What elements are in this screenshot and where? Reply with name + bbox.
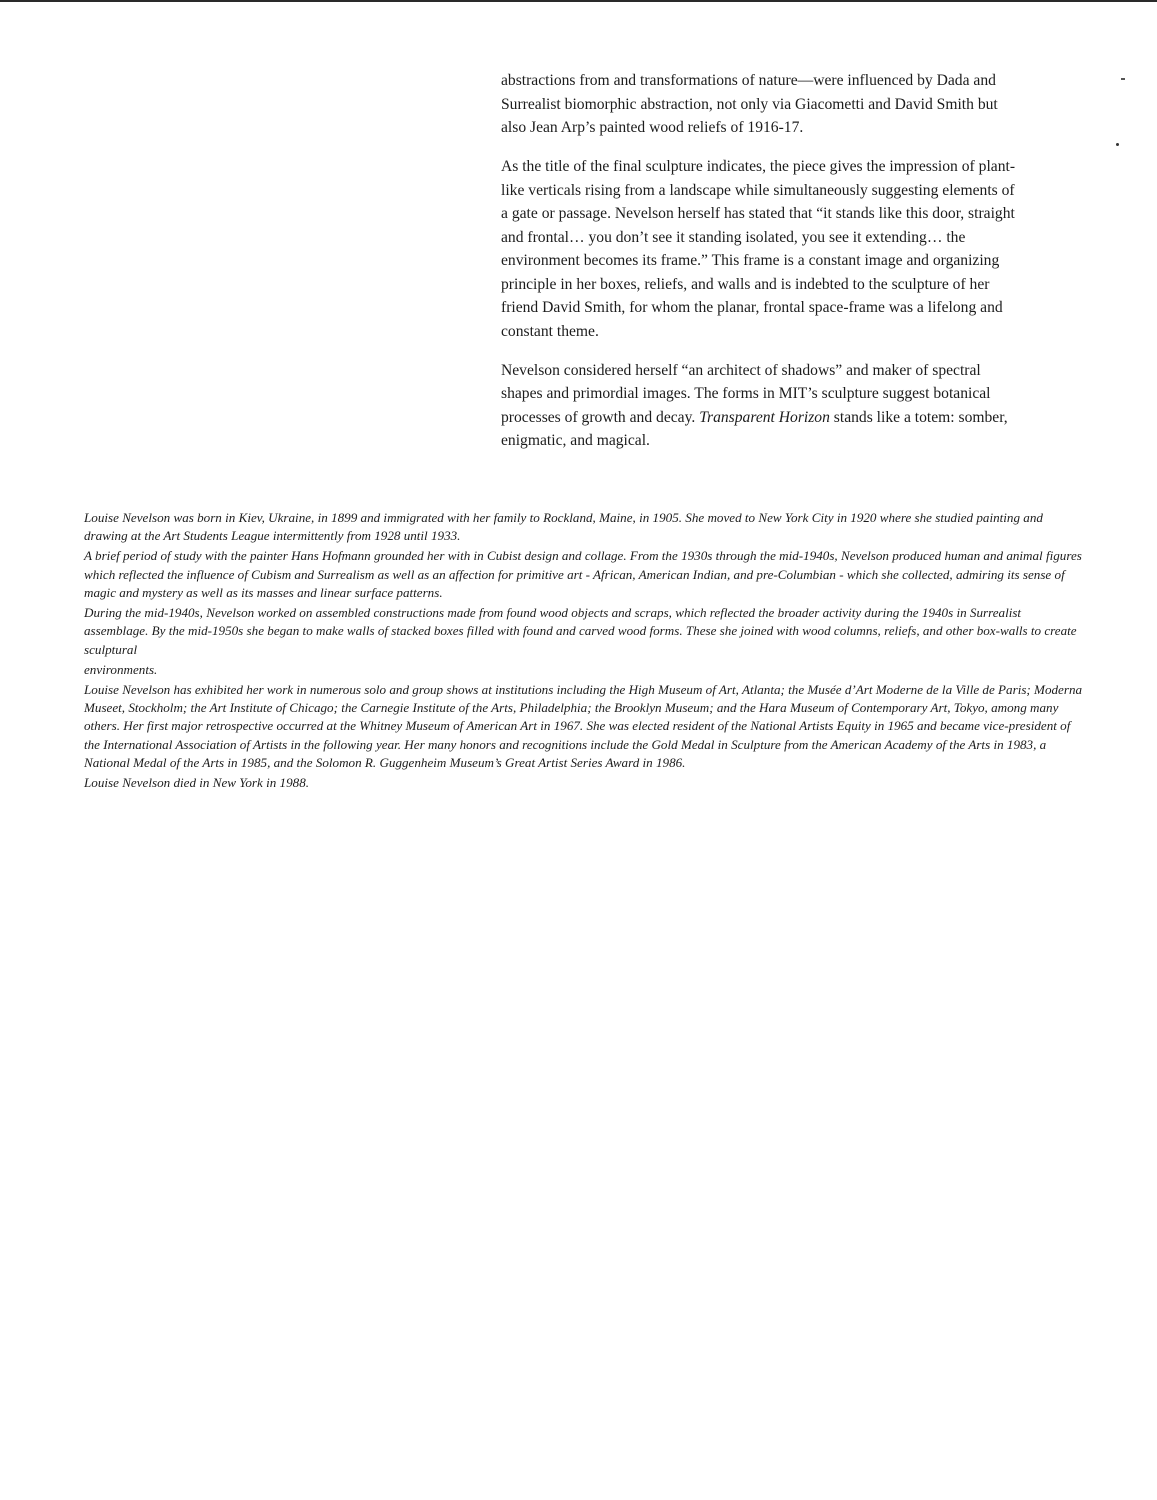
essay-paragraph-3-lead: Nevelson considered herself “an architect of shadows” and maker of spectral shapes and primordial images. The forms in MIT’s sculpture suggest botanical processes of growth and decay.	[501, 361, 991, 426]
bio-paragraph-2: A brief period of study with the painter Hans Hofmann grounded her with in Cubist design and collage. From the 1930s through the mid-1940s, Nevelson produced human and animal figures which reflected the influence of Cubism and Surrealism as well as an affection for primitive art - African, American Indian, and pre-Columbian - which she collected, admiring its sense of magic and mystery as well as its masses and linear surface patterns.	[84, 548, 1082, 601]
essay-paragraph-3-end: stands like a totem: somber, enigmatic, and magical.	[501, 408, 1008, 449]
bio-paragraph-3: During the mid-1940s, Nevelson worked on assembled constructions made from found wood objects and scraps, which reflected the broader activity during the 1940s in Surrealist assemblage. By the mid-1950s she began to make walls of stacked boxes filled with found and carved wood forms. These she joined with wood columns, reliefs, and other box-walls to create sculptural	[84, 605, 1077, 657]
bio-paragraph-4: Louise Nevelson has exhibited her work in numerous solo and group shows at institutions including the High Museum of Art, Atlanta; the Musée d’Art Moderne de la Ville de Paris; Moderna Museet, Stockholm; the Art Institute of Chicago; the Carnegie Institute of the Arts, Philadelphia; the Brooklyn Museum; and the Hara Museum of Contemporary Art, Tokyo, among many others. Her first major retrospective occurred at the Whitney Museum of American Art in 1967. She was elected resident of the National Artists Equity in 1965 and became vice-president of the International Association of Artists in the following year. Her many honors and recognitions include the Gold Medal in Sculpture from the American Academy of the Arts in 1983, a National Medal of the Arts in 1985, and the Solomon R. Guggenheim Museum’s Great Artist Series Award in 1986.	[84, 681, 1083, 771]
essay-paragraph-1: abstractions from and transformations of nature—were influenced by Dada and Surrealist biomorphic abstraction, not only via Giacometti and David Smith but also Jean Arp’s painted wood reliefs of 1916-17.	[501, 72, 998, 136]
essay-column	[501, 69, 1021, 468]
essay-paragraph-3	[501, 359, 1021, 453]
bio-paragraph-3-tail: environments.	[84, 661, 158, 677]
bio-paragraph-5: Louise Nevelson died in New York in 1988.	[84, 775, 310, 791]
bio-paragraph-1: Louise Nevelson was born in Kiev, Ukraine, in 1899 and immigrated with her family to Rockland, Maine, in 1905. She moved to New York City in 1920 where she studied painting and drawing at the Art Students League intermittently from 1928 until 1933.	[84, 510, 1043, 544]
page-top-edge	[0, 0, 1157, 2]
scan-mark-dot	[1116, 143, 1119, 146]
artwork-title: Transparent Horizon	[699, 408, 830, 426]
scan-mark-dash	[1121, 78, 1125, 80]
artist-biography	[84, 509, 1084, 794]
essay-paragraph-2: As the title of the final sculpture indicates, the piece gives the impression of plant-like verticals rising from a landscape while simultaneously suggesting elements of a gate or passage. Nevelson herself has stated that “it stands like this door, straight and frontal… you don’t see it standing isolated, you see it extending… the environment becomes its frame.” This frame is a constant image and organizing principle in her boxes, reliefs, and walls and is indebted to the sculpture of her friend David Smith, for whom the planar, frontal space-frame was a lifelong and constant theme.	[501, 158, 1016, 340]
